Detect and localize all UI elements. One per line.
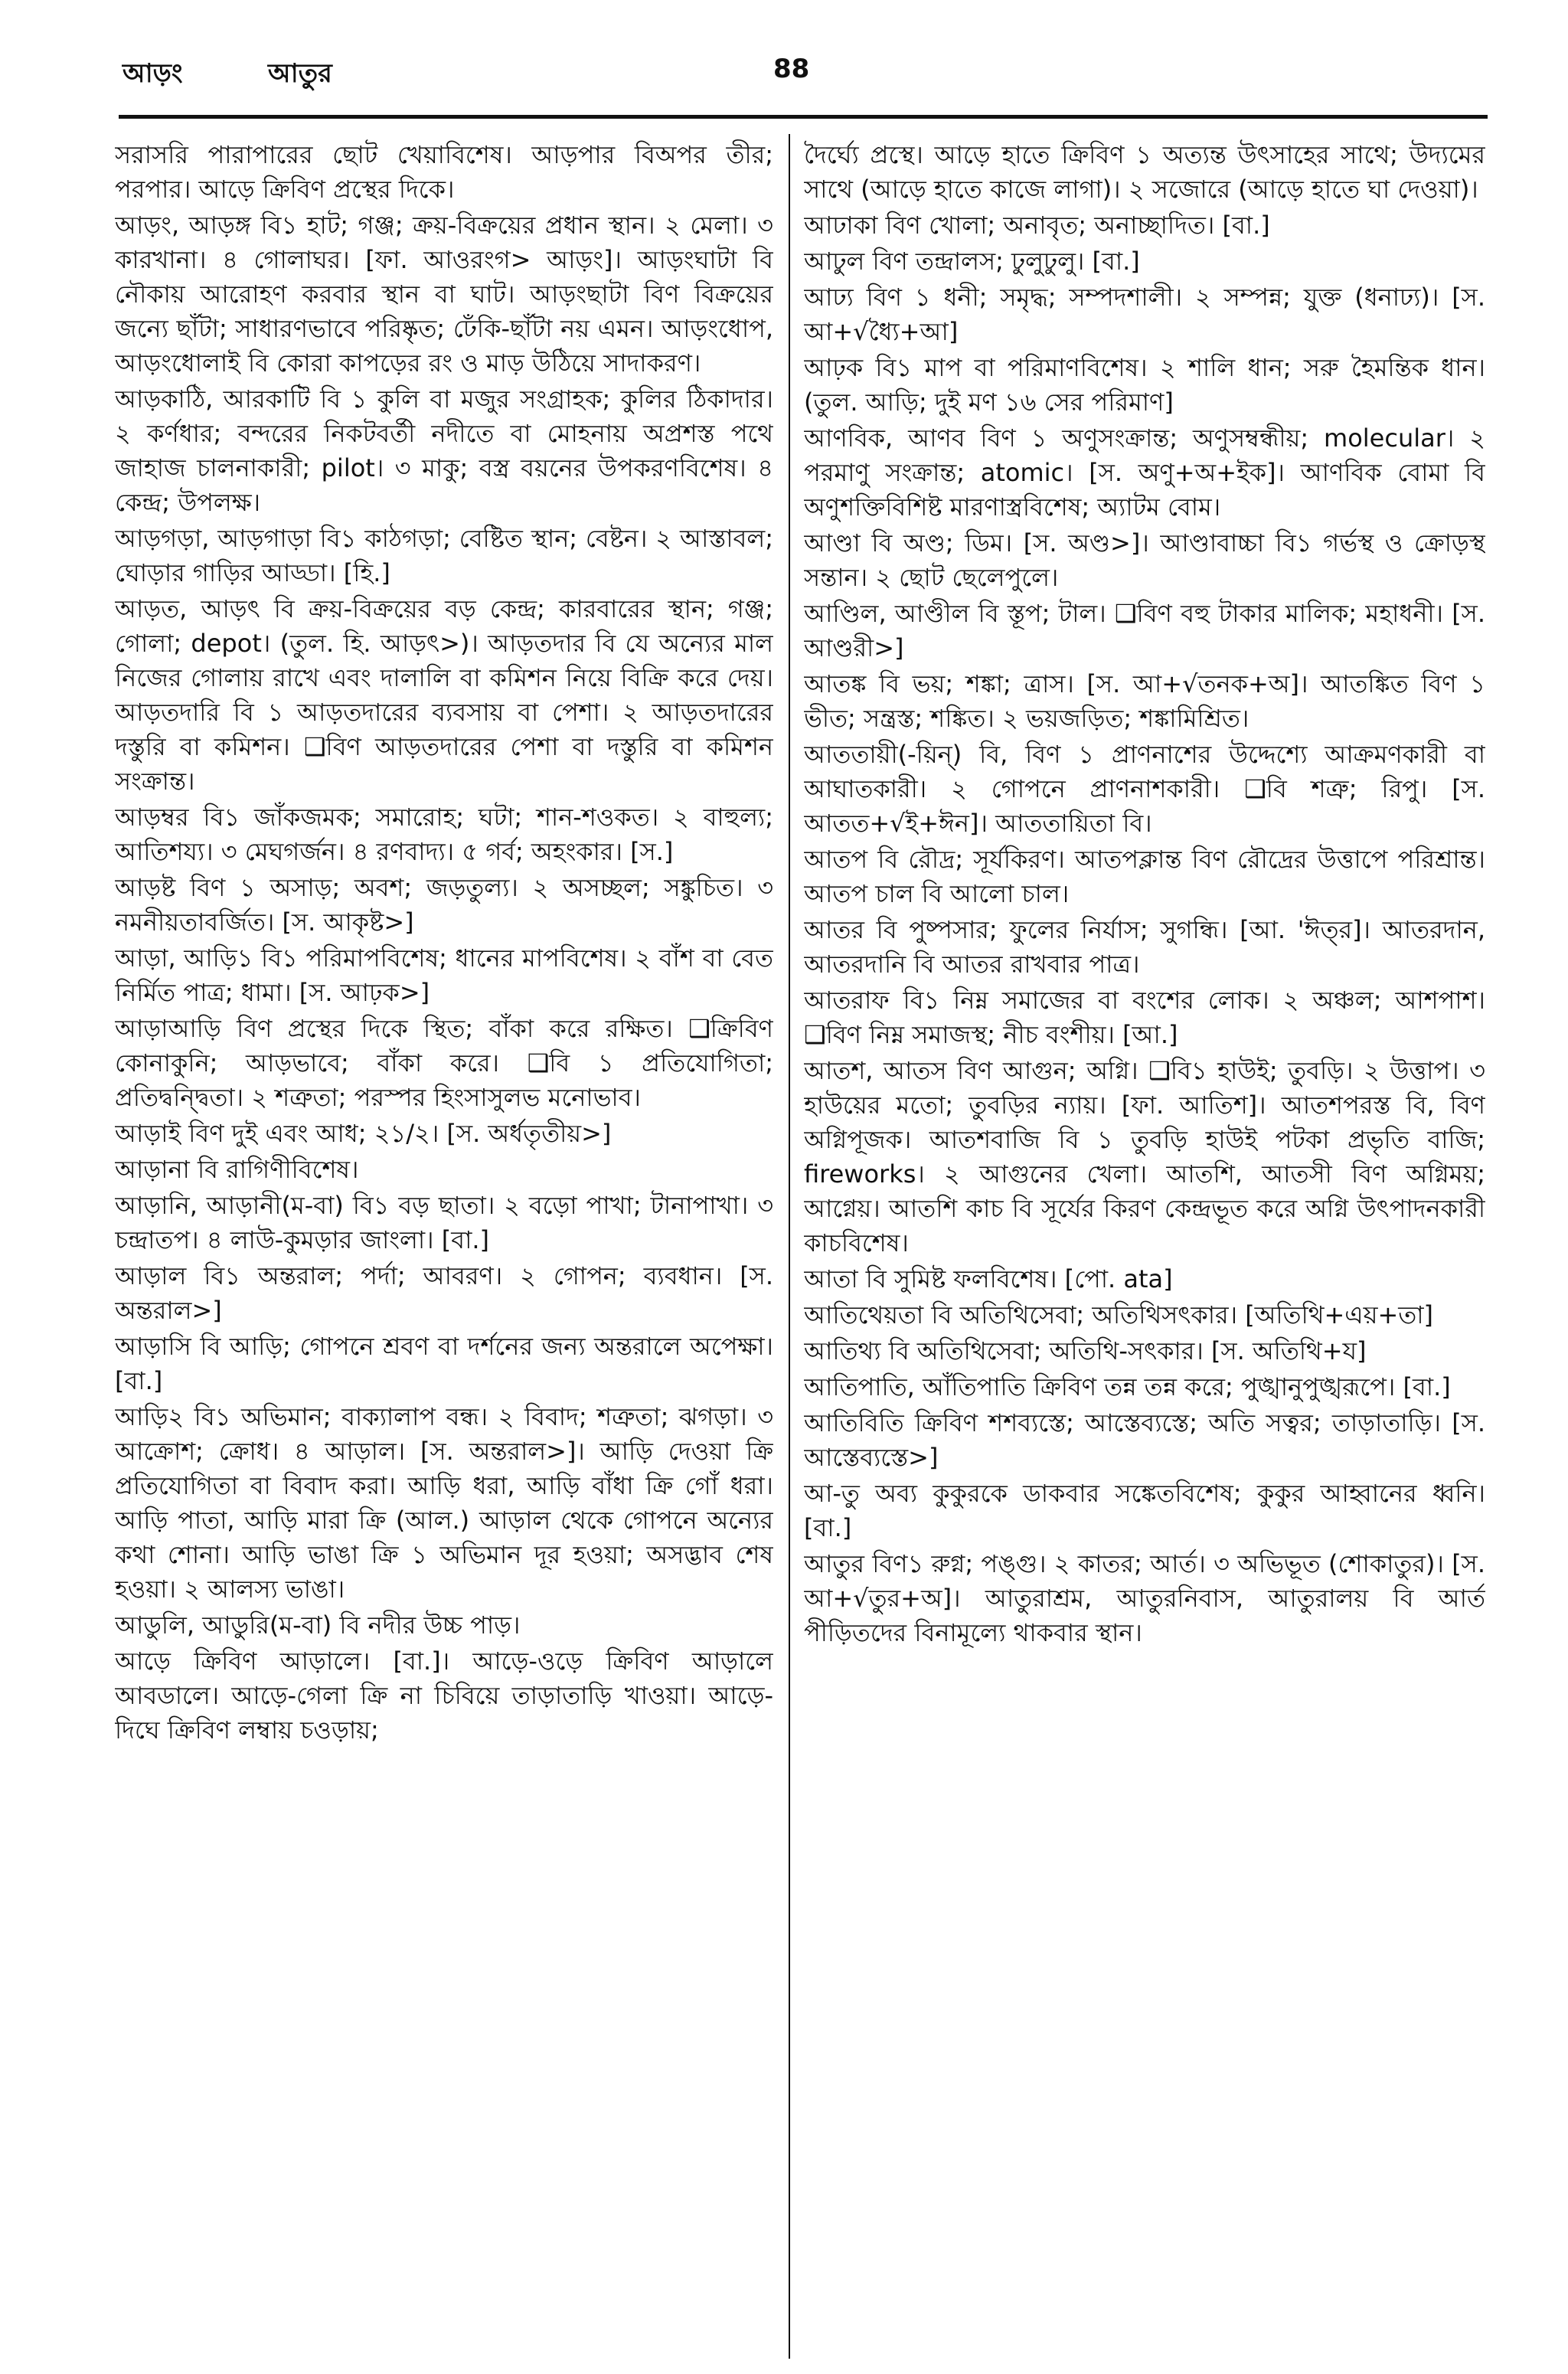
dictionary-entry: আতিপাতি, আঁতিপাতি ক্রিবিণ তন্ন তন্ন করে; পুঙ্খানুপুঙ্খরূপে। [বা.]	[804, 1372, 1451, 1401]
dictionary-entry: আড়া, আড়ি১ বি১ পরিমাপবিশেষ; ধানের মাপবিশেষ। ২ বাঁশ বা বেত নির্মিত পাত্র; ধামা। [স. আঢ়ক>]	[115, 943, 773, 1007]
column-divider	[789, 134, 790, 2359]
page-header	[122, 54, 1484, 100]
right-column	[804, 138, 1485, 2351]
dictionary-entry: আতা বি সুমিষ্ট ফলবিশেষ। [পো. ata]	[804, 1264, 1173, 1293]
dictionary-entry: আঢুল বিণ তন্দ্রালস; ঢুলুঢুলু। [বা.]	[804, 247, 1140, 276]
dictionary-entry: আততায়ী(-য়িন্) বি, বিণ ১ প্রাণনাশের উদ্দেশ্যে আক্রমণকারী বা আঘাতকারী। ২ গোপনে প্রাণনাশকারী। ❑বি শত্রু; রিপু। [স. আতত+√ই+ঈন]। আততায়িতা বি।	[804, 740, 1485, 838]
dictionary-entry: আড়ানি, আড়ানী(ম-বা) বি১ বড় ছাতা। ২ বড়ো পাখা; টানাপাখা। ৩ চন্দ্রাতপ। ৪ লাউ-কুমড়ার জাংলা। [বা.]	[115, 1191, 773, 1254]
dictionary-entry: আতর বি পুষ্পসার; ফুলের নির্যাস; সুগন্ধি। [আ. 'ঈত্‌র]। আতরদান, আতরদানি বি আতর রাখবার পাত্র।	[804, 915, 1485, 979]
dictionary-entry: সরাসরি পারাপারের ছোট খেয়াবিশেষ। আড়পার বিঅপর তীর; পরপার। আড়ে ক্রিবিণ প্রস্থের দিকে।	[115, 140, 773, 204]
dictionary-entry: আড়াই বিণ দুই এবং আধ; ২১/২। [স. অর্ধতৃতীয়>]	[115, 1119, 612, 1148]
dictionary-entry: আড়ি২ বি১ অভিমান; বাক্যালাপ বন্ধ। ২ বিবাদ; শত্রুতা; ঝগড়া। ৩ আক্রোশ; ক্রোধ। ৪ আড়াল। [স. অন্তরাল>]। আড়ি দেওয়া ক্রি প্রতিযোগিতা বা বিবাদ করা। আড়ি ধরা, আড়ি বাঁধা ক্রি গোঁ ধরা। আড়ি পাতা, আড়ি মারা ক্রি (আল.) আড়াল থেকে গোপনে অন্যের কথা শোনা। আড়ি ভাঙা ক্রি ১ অভিমান দূর হওয়া; অসদ্ভাব শেষ হওয়া। ২ আলস্য ভাঙা।	[115, 1402, 773, 1604]
dictionary-entry: আঢ়ক বি১ মাপ বা পরিমাণবিশেষ। ২ শালি ধান; সরু হৈমন্তিক ধান। (তুল. আড়ি; দুই মণ ১৬ সের পরিমাণ]	[804, 353, 1485, 417]
dictionary-entry: আতঙ্ক বি ভয়; শঙ্কা; ত্রাস। [স. আ+√তনক+অ]। আতঙ্কিত বিণ ১ ভীত; সন্ত্রস্ত; শঙ্কিত। ২ ভয়জড়িত; শঙ্কামিশ্রিত।	[804, 669, 1485, 733]
header-rule	[119, 115, 1488, 119]
dictionary-entry: আতরাফ বি১ নিম্ন সমাজের বা বংশের লোক। ২ অঞ্চল; আশপাশ। ❑বিণ নিম্ন সমাজস্থ; নীচ বংশীয়। [আ.]	[804, 986, 1485, 1049]
dictionary-entry: আণ্ডিল, আণ্ডীল বি স্তূপ; টাল। ❑বিণ বহু টাকার মালিক; মহাধনী। [স. আণ্ডরী>]	[804, 599, 1485, 662]
page-number: 88	[773, 54, 810, 84]
dictionary-entry: আড়াআড়ি বিণ প্রস্থের দিকে স্থিত; বাঁকা করে রক্ষিত। ❑ক্রিবিণ কোনাকুনি; আড়ভাবে; বাঁকা করে। ❑বি ১ প্রতিযোগিতা; প্রতিদ্বন্দ্বিতা। ২ শত্রুতা; পরস্পর হিংসাসুলভ মনোভাব।	[115, 1014, 773, 1112]
dictionary-entry: আড়ে ক্রিবিণ আড়ালে। [বা.]। আড়ে-ওড়ে ক্রিবিণ আড়ালে আবডালে। আড়ে-গেলা ক্রি না চিবিয়ে তাড়াতাড়ি খাওয়া। আড়ে-দিঘে ক্রিবিণ লম্বায় চওড়ায়;	[115, 1646, 773, 1745]
dictionary-entry: আণ্ডা বি অণ্ড; ডিম। [স. অণ্ড>]। আণ্ডাবাচ্চা বি১ গর্ভস্থ ও ক্রোড়স্থ সন্তান। ২ ছোট ছেলেপুলে।	[804, 528, 1485, 592]
dictionary-entry: আঢ্য বিণ ১ ধনী; সমৃদ্ধ; সম্পদশালী। ২ সম্পন্ন; যুক্ত (ধনাঢ্য)। [স. আ+√ধ্যৈ+আ]	[804, 283, 1485, 346]
dictionary-entry: আতিথেয়তা বি অতিথিসেবা; অতিথিসৎকার। [অতিথি+এয়+তা]	[804, 1300, 1434, 1329]
dictionary-entry: আড়ম্বর বি১ জাঁকজমক; সমারোহ; ঘটা; শান-শওকত। ২ বাহুল্য; আতিশয্য। ৩ মেঘগর্জন। ৪ রণবাদ্য। ৫ গর্ব; অহংকার। [স.]	[115, 803, 773, 866]
dictionary-entry: আড়াল বি১ অন্তরাল; পর্দা; আবরণ। ২ গোপন; ব্যবধান। [স. অন্তরাল>]	[115, 1261, 773, 1325]
dictionary-entry: আতশ, আতস বিণ আগুন; অগ্নি। ❑বি১ হাউই; তুবড়ি। ২ উত্তাপ। ৩ হাউয়ের মতো; তুবড়ির ন্যায়। [ফা. আতিশ]। আতশপরস্ত বি, বিণ অগ্নিপূজক। আতশবাজি বি ১ তুবড়ি হাউই পটকা প্রভৃতি বাজি; fireworks। ২ আগুনের খেলা। আতশি, আতসী বিণ অগ্নিময়; আগ্নেয়। আতশি কাচ বি সূর্যের কিরণ কেন্দ্রভূত করে অগ্নি উৎপাদনকারী কাচবিশেষ।	[804, 1056, 1485, 1257]
guide-word-last: আতুর	[268, 58, 332, 89]
dictionary-entry: আতিবিতি ক্রিবিণ শশব্যস্তে; আস্তেব্যস্তে; অতি সত্বর; তাড়াতাড়ি। [স. আস্তেব্যস্তে>]	[804, 1408, 1485, 1472]
dictionary-entry: আড়ষ্ট বিণ ১ অসাড়; অবশ; জড়তুল্য। ২ অসচ্ছল; সঙ্কুচিত। ৩ নমনীয়তাবর্জিত। [স. আকৃষ্ট>]	[115, 873, 773, 937]
dictionary-entry: আড়ং, আড়ঙ্গ বি১ হাট; গঞ্জ; ক্রয়-বিক্রয়ের প্রধান স্থান। ২ মেলা। ৩ কারখানা। ৪ গোলাঘর। [ফা. আওরংগ> আড়ং]। আড়ংঘাটা বি নৌকায় আরোহণ করবার স্থান বা ঘাট। আড়ংছাটা বিণ বিক্রয়ের জন্যে ছাঁটা; সাধারণভাবে পরিষ্কৃত; ঢেঁকি-ছাঁটা নয় এমন। আড়ংধোপ, আড়ংধোলাই বি কোরা কাপড়ের রং ও মাড় উঠিয়ে সাদাকরণ।	[115, 211, 773, 378]
dictionary-entry: আ-তু অব্য কুকুরকে ডাকবার সঙ্কেতবিশেষ; কুকুর আহ্বানের ধ্বনি। [বা.]	[804, 1479, 1485, 1542]
dictionary-entry: আতিথ্য বি অতিথিসেবা; অতিথি-সৎকার। [স. অতিথি+য]	[804, 1336, 1367, 1365]
guide-word-first: আড়ং	[122, 58, 183, 89]
dictionary-entry: আড়গড়া, আড়গাড়া বি১ কাঠগড়া; বেষ্টিত স্থান; বেষ্টন। ২ আস্তাবল; ঘোড়ার গাড়ির আড্ডা। [হি.]	[115, 524, 773, 587]
dictionary-entry: আঢাকা বিণ খোলা; অনাবৃত; অনাচ্ছাদিত। [বা.]	[804, 211, 1270, 240]
dictionary-entry: আড়ত, আড়ৎ বি ক্রয়-বিক্রয়ের বড় কেন্দ্র; কারবারের স্থান; গঞ্জ; গোলা; depot। (তুল. হি. আড়ৎ>)। আড়তদার বি যে অন্যের মাল নিজের গোলায় রাখে এবং দালালি বা কমিশন নিয়ে বিক্রি করে দেয়। আড়তদারি বি ১ আড়তদারের ব্যবসায় বা পেশা। ২ আড়তদারের দস্তুরি বা কমিশন। ❑বিণ আড়তদারের পেশা বা দস্তুরি বা কমিশন সংক্রান্ত।	[115, 594, 773, 796]
dictionary-entry: আতুর বিণ১ রুগ্ন; পঙ্গু। ২ কাতর; আর্ত। ৩ অভিভূত (শোকাতুর)। [স. আ+√তুর+অ]। আতুরাশ্রম, আতুরনিবাস, আতুরালয় বি আর্ত পীড়িতদের বিনামূল্যে থাকবার স্থান।	[804, 1549, 1485, 1647]
dictionary-entry: আড়ানা বি রাগিণীবিশেষ।	[115, 1155, 359, 1184]
dictionary-entry: দৈর্ঘ্যে প্রস্থে। আড়ে হাতে ক্রিবিণ ১ অত্যন্ত উৎসাহের সাথে; উদ্যমের সাথে (আড়ে হাতে কাজে লাগা)। ২ সজোরে (আড়ে হাতে ঘা দেওয়া)।	[804, 140, 1485, 204]
dictionary-entry: আড়াসি বি আড়ি; গোপনে শ্রবণ বা দর্শনের জন্য অন্তরালে অপেক্ষা। [বা.]	[115, 1332, 773, 1395]
dictionary-entry: আড়কাঠি, আরকাটি বি ১ কুলি বা মজুর সংগ্রাহক; কুলির ঠিকাদার। ২ কর্ণধার; বন্দরের নিকটবর্তী নদীতে বা মোহনায় অপ্রশস্ত পথে জাহাজ চালনাকারী; pilot। ৩ মাকু; বস্ত্র বয়নের উপকরণবিশেষ। ৪ কেন্দ্র; উপলক্ষ।	[115, 384, 773, 517]
left-column	[115, 138, 773, 2351]
dictionary-entry: আডুলি, আডুরি(ম-বা) বি নদীর উচ্চ পাড়।	[115, 1610, 521, 1640]
dictionary-entry: আণবিক, আণব বিণ ১ অণুসংক্রান্ত; অণুসম্বন্ধীয়; molecular। ২ পরমাণু সংক্রান্ত; atomic। [স. অণু+অ+ইক]। আণবিক বোমা বি অণুশক্তিবিশিষ্ট মারণাস্ত্রবিশেষ; অ্যাটম বোম।	[804, 423, 1485, 522]
dictionary-entry: আতপ বি রৌদ্র; সূর্যকিরণ। আতপক্লান্ত বিণ রৌদ্রের উত্তাপে পরিশ্রান্ত। আতপ চাল বি আলো চাল।	[804, 845, 1485, 908]
